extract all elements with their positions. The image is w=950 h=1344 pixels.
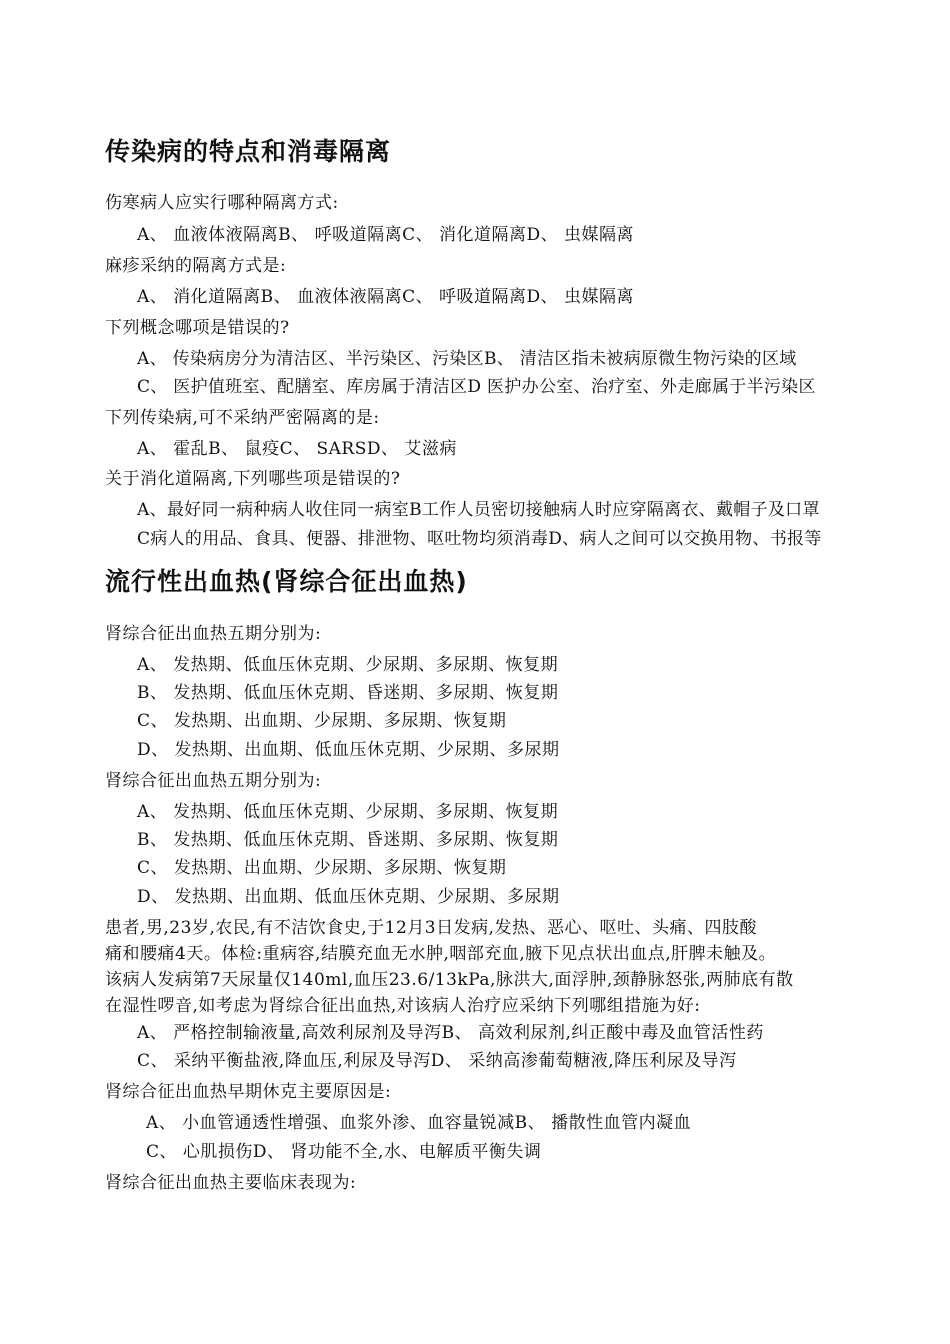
case-paragraph-line: 在湿性啰音,如考虑为肾综合征出血热,对该病人治疗应采纳下列哪组措施为好: [105, 996, 701, 1016]
answer-options: A、最好同一病种病人收住同一病室B工作人员密切接触病人时应穿隔离衣、戴帽子及口罩 [137, 500, 820, 520]
question-text: 肾综合征出血热五期分别为: [105, 624, 322, 644]
answer-option: D、 发热期、出血期、低血压休克期、少尿期、多尿期 [137, 887, 560, 907]
answer-options: A、 消化道隔离B、 血液体液隔离C、 呼吸道隔离D、 虫媒隔离 [137, 287, 635, 307]
question-text: 麻疹采纳的隔离方式是: [105, 256, 287, 276]
section-title: 传染病的特点和消毒隔离 [105, 137, 392, 166]
answer-options: A、 严格控制输液量,高效利尿剂及导泻B、 高效利尿剂,纠正酸中毒及血管活性药 [137, 1023, 764, 1043]
answer-option: B、 发热期、低血压休克期、昏迷期、多尿期、恢复期 [137, 830, 559, 850]
answer-options: C病人的用品、食具、便器、排泄物、呕吐物均须消毒D、病人之间可以交换用物、书报等 [137, 529, 822, 549]
case-paragraph-line: 患者,男,23岁,农民,有不洁饮食史,于12月3日发病,发热、恶心、呕吐、头痛、四肢酸 [105, 918, 758, 938]
answer-options: C、 医护值班室、配膳室、库房属于清洁区D 医护办公室、治疗室、外走廊属于半污染区 [137, 377, 816, 397]
answer-option: A、 发热期、低血压休克期、少尿期、多尿期、恢复期 [137, 802, 559, 822]
case-paragraph-line: 该病人发病第7天尿量仅140ml,血压23.6/13kPa,脉洪大,面浮肿,颈静脉怒张,两肺底有散 [105, 970, 794, 990]
answer-option: C、 发热期、出血期、少尿期、多尿期、恢复期 [137, 711, 507, 731]
answer-option: C、 发热期、出血期、少尿期、多尿期、恢复期 [137, 858, 507, 878]
answer-options: C、 心肌损伤D、 肾功能不全,水、电解质平衡失调 [146, 1142, 542, 1162]
question-text: 下列传染病,可不采纳严密隔离的是: [105, 408, 380, 428]
answer-options: A、 霍乱B、 鼠疫C、 SARSD、 艾滋病 [137, 439, 457, 459]
question-text: 伤寒病人应实行哪种隔离方式: [105, 193, 339, 213]
question-text: 肾综合征出血热早期休克主要原因是: [105, 1082, 392, 1102]
question-text: 关于消化道隔离,下列哪些项是错误的? [105, 469, 401, 489]
section-title: 流行性出血热(肾综合征出血热) [105, 567, 468, 596]
answer-options: A、 传染病房分为清洁区、半污染区、污染区B、 清洁区指未被病原微生物污染的区域 [137, 349, 797, 369]
question-text: 下列概念哪项是错误的? [105, 318, 290, 338]
answer-option: B、 发热期、低血压休克期、昏迷期、多尿期、恢复期 [137, 683, 559, 703]
answer-option: D、 发热期、出血期、低血压休克期、少尿期、多尿期 [137, 740, 560, 760]
question-text: 肾综合征出血热主要临床表现为: [105, 1173, 357, 1193]
answer-option: A、 发热期、低血压休克期、少尿期、多尿期、恢复期 [137, 655, 559, 675]
answer-options: A、 小血管通透性增强、血浆外渗、血容量锐减B、 播散性血管内凝血 [146, 1113, 692, 1133]
answer-options: C、 采纳平衡盐液,降血压,利尿及导泻D、 采纳高渗葡萄糖液,降压利尿及导泻 [137, 1051, 737, 1071]
answer-options: A、 血液体液隔离B、 呼吸道隔离C、 消化道隔离D、 虫媒隔离 [137, 225, 635, 245]
question-text: 肾综合征出血热五期分别为: [105, 771, 322, 791]
case-paragraph-line: 痛和腰痛4天。体检:重病容,结膜充血无水肿,咽部充血,腋下见点状出血点,肝脾未触及。 [105, 944, 777, 964]
